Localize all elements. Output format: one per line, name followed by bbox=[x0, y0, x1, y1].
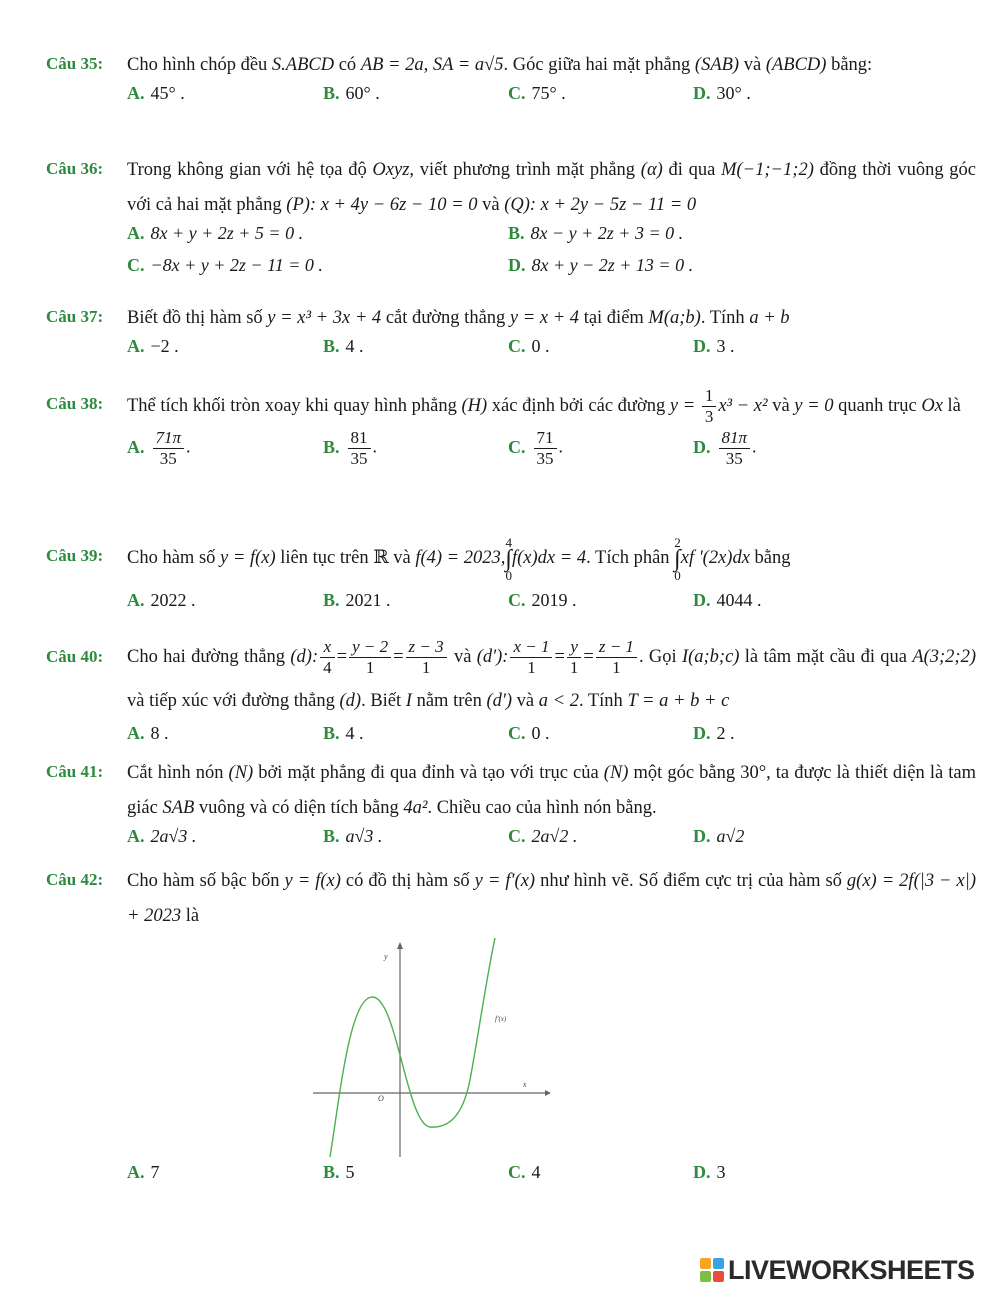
question-35 bbox=[46, 48, 976, 115]
answer-options bbox=[127, 1162, 976, 1194]
option-d[interactable]: D. a√2 bbox=[693, 826, 745, 846]
option-a[interactable]: A. 7 bbox=[127, 1162, 160, 1182]
x-axis-arrow-icon bbox=[545, 1090, 551, 1096]
option-d[interactable]: D. 3 . bbox=[693, 336, 735, 356]
logo-icon bbox=[700, 1258, 724, 1282]
option-a[interactable]: A. 8 . bbox=[127, 723, 169, 743]
question-36 bbox=[46, 153, 976, 287]
option-c[interactable]: C. 2019 . bbox=[508, 590, 577, 610]
question-number: Câu 39: bbox=[46, 546, 104, 565]
question-stem: Cắt hình nón (N) bởi mặt phẳng đi qua đỉnh và tạo với trục của (N) một góc bằng 30°, ta được là thiết diện là tam giác SAB vuông và có diện tích bằng 4a². Chiều cao của hình nón bằng. bbox=[127, 763, 976, 818]
option-a[interactable]: A. 2a√3 . bbox=[127, 826, 197, 846]
graph-svg bbox=[305, 935, 555, 1160]
question-number: Câu 41: bbox=[46, 762, 104, 781]
option-b[interactable]: B. 2021 . bbox=[323, 590, 391, 610]
fraction: $\frac{1}{3}$ bbox=[702, 386, 717, 427]
question-39 bbox=[46, 532, 976, 622]
option-a[interactable]: A. 45° . bbox=[127, 83, 185, 103]
answer-options-row-1 bbox=[127, 223, 976, 255]
liveworksheets-logo[interactable] bbox=[700, 1253, 992, 1287]
question-stem: Biết đồ thị hàm số y = x³ + 3x + 4 cắt đường thẳng y = x + 4 tại điểm M(a;b). Tính a + b bbox=[127, 308, 790, 328]
option-b[interactable]: B. 5 bbox=[323, 1162, 355, 1182]
option-b[interactable]: B. 4 . bbox=[323, 723, 364, 743]
derivative-graph bbox=[305, 935, 555, 1160]
option-d[interactable]: D. 2 . bbox=[693, 723, 735, 743]
integral-sign: 2 ∫ 0 bbox=[674, 534, 681, 583]
derivative-curve bbox=[330, 938, 495, 1157]
question-number: Câu 42: bbox=[46, 870, 104, 889]
origin-label: O bbox=[378, 1094, 384, 1103]
integral-sign: 4 ∫ 0 bbox=[505, 534, 512, 583]
option-b[interactable]: B. $\frac{81}{35}$ . bbox=[323, 428, 378, 468]
answer-options bbox=[127, 723, 976, 755]
question-41 bbox=[46, 756, 976, 858]
curve-label: f'(x) bbox=[495, 1015, 507, 1023]
answer-options bbox=[127, 83, 976, 115]
answer-options-row-2 bbox=[127, 255, 976, 287]
option-c[interactable]: C. −8x + y + 2z − 11 = 0 . bbox=[127, 255, 323, 275]
question-stem: Cho hàm số y = f(x) liên tục trên ℝ và f(4) = 2023,4 ∫ 0f(x)dx = 4. Tích phân 2 ∫ 0xf '(2x)dx bằng bbox=[127, 534, 791, 583]
answer-options bbox=[127, 826, 976, 858]
question-number: Câu 40: bbox=[46, 647, 104, 666]
option-b[interactable]: B. a√3 . bbox=[323, 826, 383, 846]
question-38 bbox=[46, 384, 976, 478]
option-a[interactable]: A. 8x + y + 2z + 5 = 0 . bbox=[127, 223, 304, 243]
option-d[interactable]: D. 30° . bbox=[693, 83, 751, 103]
option-d[interactable]: D. 3 bbox=[693, 1162, 726, 1182]
question-stem: Trong không gian với hệ tọa độ Oxyz, viết phương trình mặt phẳng (α) đi qua M(−1;−1;2) đồng thời vuông góc với cả hai mặt phẳng (P): x + 4y − 6z − 10 = 0 và (Q): x + 2y − 5z − 11 = 0 bbox=[127, 160, 976, 215]
question-number: Câu 36: bbox=[46, 159, 104, 178]
option-b[interactable]: B. 8x − y + 2z + 3 = 0 . bbox=[508, 223, 684, 243]
option-b[interactable]: B. 4 . bbox=[323, 336, 364, 356]
option-b[interactable]: B. 60° . bbox=[323, 83, 380, 103]
option-a[interactable]: A. $\frac{71\pi}{35}$ . bbox=[127, 428, 191, 468]
question-stem: Cho hàm số bậc bốn y = f(x) có đồ thị hàm số y = f′(x) như hình vẽ. Số điểm cực trị của hàm số g(x) = 2f(|3 − x|) + 2023 là bbox=[127, 871, 976, 926]
logo-text: LIVEWORKSHEETS bbox=[728, 1254, 975, 1285]
option-a[interactable]: A. 2022 . bbox=[127, 590, 196, 610]
option-c[interactable]: C. $\frac{71}{35}$ . bbox=[508, 428, 563, 468]
question-stem: Cho hình chóp đều S.ABCD có AB = 2a, SA = a√5. Góc giữa hai mặt phẳng (SAB) và (ABCD) bằng: bbox=[127, 55, 873, 75]
option-c[interactable]: C. 0 . bbox=[508, 723, 550, 743]
question-number: Câu 35: bbox=[46, 54, 104, 73]
y-axis-arrow-icon bbox=[397, 942, 403, 949]
option-c[interactable]: C. 2a√2 . bbox=[508, 826, 578, 846]
question-number: Câu 38: bbox=[46, 394, 104, 413]
y-axis-label: y bbox=[384, 952, 388, 961]
question-40 bbox=[46, 635, 976, 755]
question-number: Câu 37: bbox=[46, 307, 104, 326]
answer-options bbox=[127, 336, 976, 368]
option-d[interactable]: D. 8x + y − 2z + 13 = 0 . bbox=[508, 255, 694, 275]
option-c[interactable]: C. 75° . bbox=[508, 83, 566, 103]
option-d[interactable]: D. 4044 . bbox=[693, 590, 762, 610]
option-c[interactable]: C. 0 . bbox=[508, 336, 550, 356]
answer-options bbox=[127, 590, 976, 622]
option-a[interactable]: A. −2 . bbox=[127, 336, 179, 356]
question-42-options bbox=[46, 1162, 976, 1194]
option-c[interactable]: C. 4 bbox=[508, 1162, 541, 1182]
question-stem: Thể tích khối tròn xoay khi quay hình phẳng (H) xác định bởi các đường y = $\frac{1}{3}$ x³ − x² và y = 0 quanh trục Ox là bbox=[127, 386, 961, 427]
question-37 bbox=[46, 301, 976, 368]
question-stem: Cho hai đường thẳng (d): $\frac{x}{4}$ = $\frac{y - 2}{1}$ = $\frac{z - 3}{1}$ và (d'): $\frac{x - 1}{1}$ = $\frac{y}{1}$ = $\frac{z - 1}{1}$ . Gọi I(a;b;c) là tâm mặt cầu đi qua A(3;2;2) và tiếp xúc với đường thẳng (d). Biết I nằm trên (d') và a < 2. Tính T = a + b + c bbox=[127, 637, 977, 711]
option-d[interactable]: D. $\frac{81\pi}{35}$ . bbox=[693, 428, 757, 468]
answer-options bbox=[127, 428, 976, 478]
question-42 bbox=[46, 864, 976, 934]
x-axis-label: x bbox=[523, 1080, 527, 1089]
